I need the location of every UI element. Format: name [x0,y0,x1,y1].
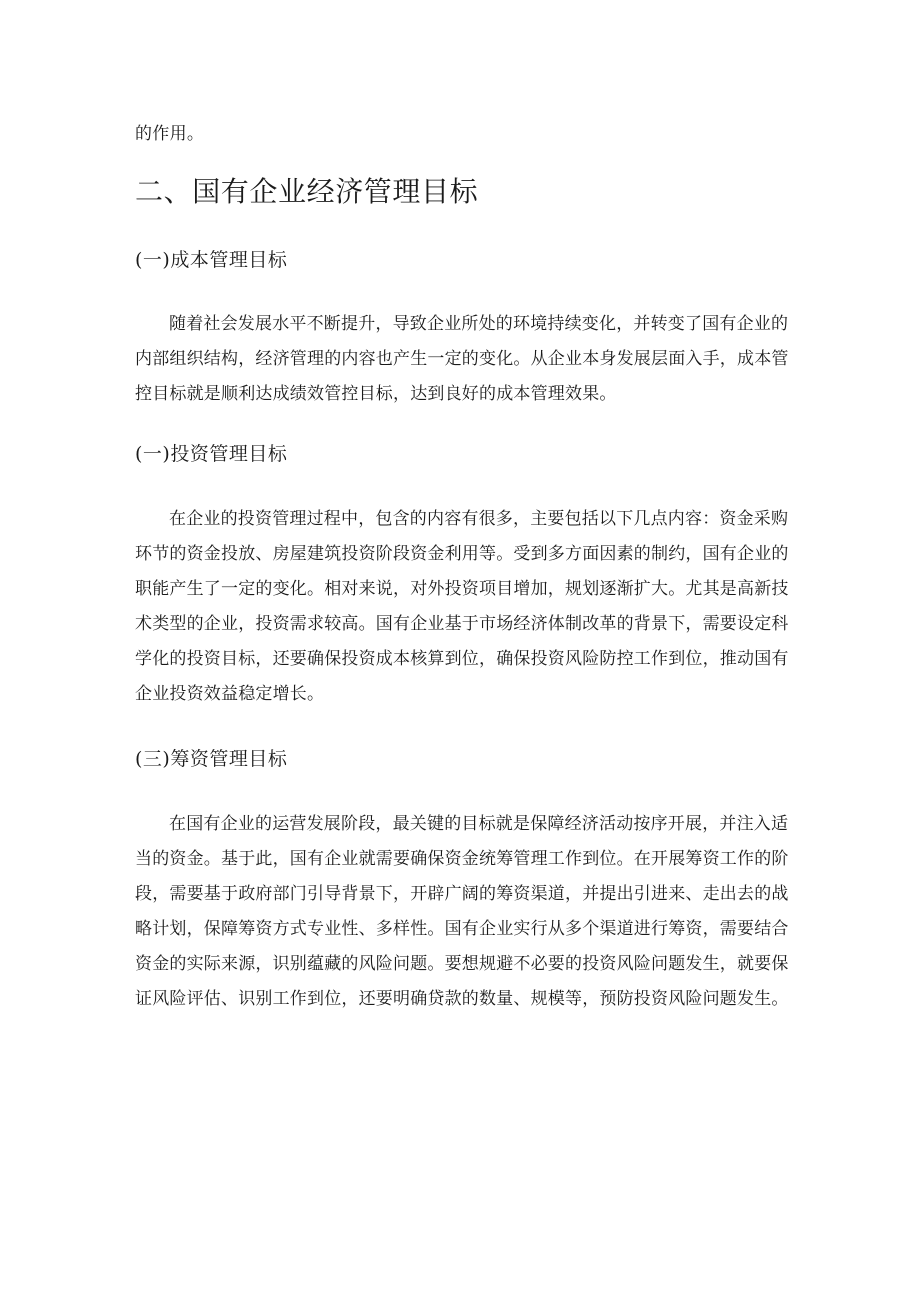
paragraph-line: 环节的资金投放、房屋建筑投资阶段资金利用等。受到多方面因素的制约，国有企业的 [135,544,789,564]
paragraph-line: 在国有企业的运营发展阶段，最关键的目标就是保障经济活动按序开展，并注入适 [169,814,789,834]
paragraph-financing [135,812,788,1022]
paragraph-line: 证风险评估、识别工作到位，还要明确贷款的数量、规模等，预防投资风险问题发生。 [135,989,789,1009]
paragraph-line: 学化的投资目标，还要确保投资成本核算到位，确保投资风险防控工作到位，推动国有 [135,649,789,669]
paragraph-line: 当的资金。基于此，国有企业就需要确保资金统筹管理工作到位。在开展筹资工作的阶 [135,849,789,869]
paragraph-line: 内部组织结构，经济管理的内容也产生一定的变化。从企业本身发展层面入手，成本管 [135,349,789,369]
paragraph-line: 随着社会发展水平不断提升，导致企业所处的环境持续变化，并转变了国有企业的 [169,314,789,334]
section-heading: 二、国有企业经济管理目标 [135,175,479,208]
paragraph-line: 术类型的企业，投资需求较高。国有企业基于市场经济体制改革的背景下，需要设定科 [135,614,789,634]
paragraph-line: 略计划，保障筹资方式专业性、多样性。国有企业实行从多个渠道进行筹资，需要结合 [135,919,789,939]
subsection-heading-financing: (三)筹资管理目标 [135,748,288,770]
subsection-heading-investment: (一)投资管理目标 [135,443,288,465]
paragraph-investment [135,507,788,717]
paragraph-line: 段，需要基于政府部门引导背景下，开辟广阔的筹资渠道，并提出引进来、走出去的战 [135,884,789,904]
paragraph-line: 在企业的投资管理过程中，包含的内容有很多，主要包括以下几点内容：资金采购 [169,509,789,529]
continuation-text: 的作用。 [135,124,205,144]
paragraph-line: 企业投资效益稳定增长。 [135,684,325,704]
subsection-heading-cost: (一)成本管理目标 [135,249,288,271]
paragraph-cost [135,312,788,417]
paragraph-line: 资金的实际来源，识别蕴藏的风险问题。要想规避不必要的投资风险问题发生，就要保 [135,954,789,974]
paragraph-line: 职能产生了一定的变化。相对来说，对外投资项目增加，规划逐渐扩大。尤其是高新技 [135,579,789,599]
paragraph-line: 控目标就是顺利达成绩效管控目标，达到良好的成本管理效果。 [135,384,617,404]
